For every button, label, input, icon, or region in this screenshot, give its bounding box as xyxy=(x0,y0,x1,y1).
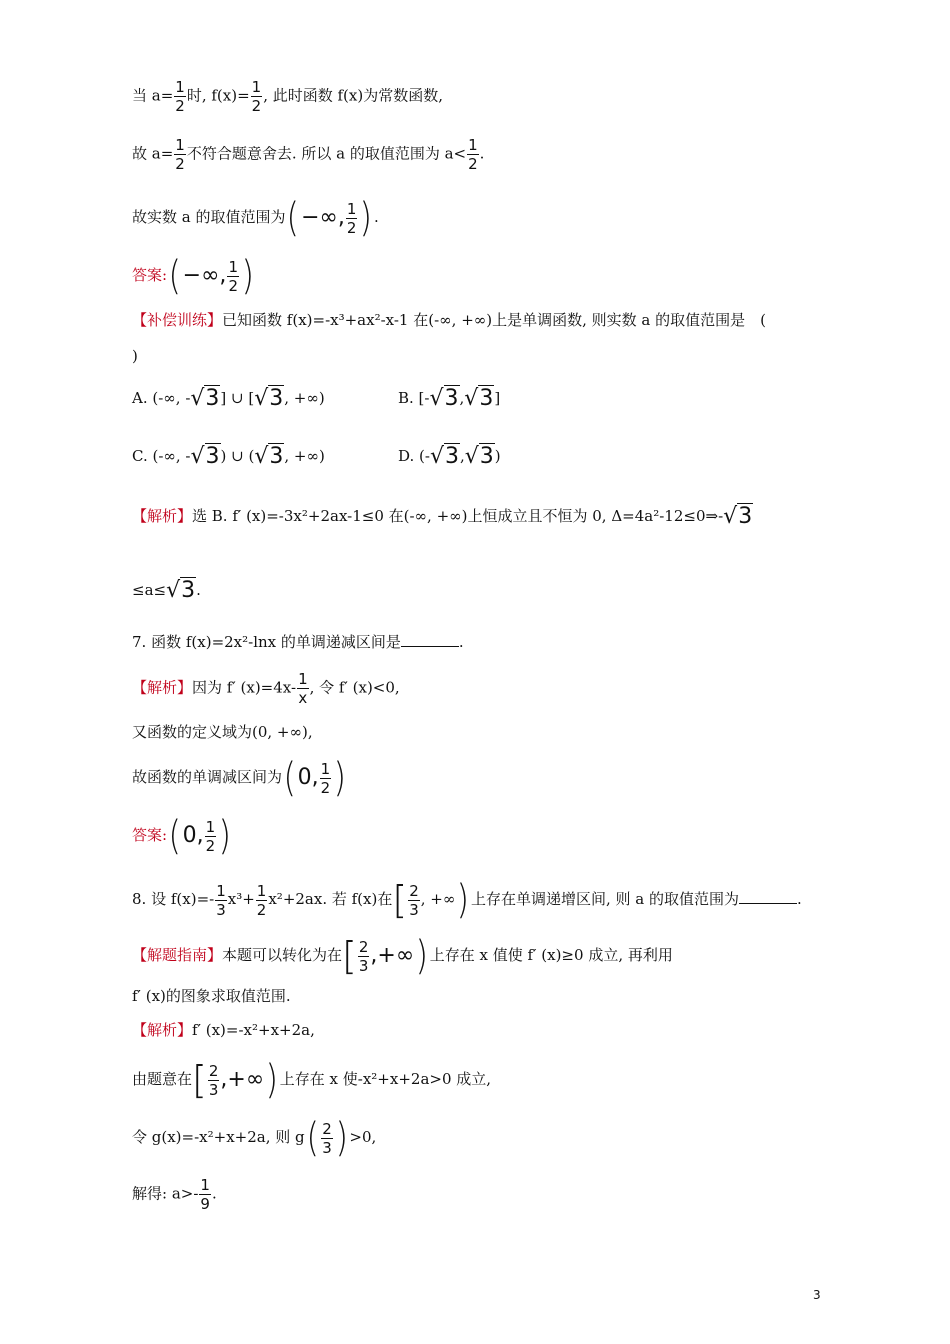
option-b: B. [-√3,√3] xyxy=(398,385,501,411)
left-paren: ( xyxy=(168,253,182,299)
fraction-half: $\frac{1}{2}$ xyxy=(256,881,267,919)
left-bracket: [ xyxy=(342,934,357,978)
sqrt-3: √3 xyxy=(254,385,284,411)
option-d: D. (-√3,√3) xyxy=(398,443,501,469)
sqrt-3: √3 xyxy=(190,443,220,469)
q7-solution-line-3: 故函数的单调减区间为(0, $\frac{1}{2}$ ) xyxy=(132,755,347,801)
sqrt-3: √3 xyxy=(723,503,753,529)
text-line-1: 当 a= $\frac{1}{2}$ 时, f(x)= $\frac{1}{2}$ , 此时函数 f(x)为常数函数, xyxy=(132,78,443,115)
left-paren: ( xyxy=(283,755,297,801)
right-paren: ) xyxy=(265,1057,279,1103)
left-bracket: [ xyxy=(192,1058,207,1102)
fraction-half: $\frac{1}{2}$ xyxy=(175,136,185,173)
fraction-half: $\frac{1}{2}$ xyxy=(468,136,478,173)
fraction-ninth: $\frac{1}{9}$ xyxy=(200,1176,210,1213)
answer-blank xyxy=(739,889,797,904)
left-paren: ( xyxy=(287,195,300,241)
answer-line-2: 答案:(0, $\frac{1}{2}$ ) xyxy=(132,813,232,859)
sqrt-3: √3 xyxy=(429,385,459,411)
page-number: 3 xyxy=(813,1288,821,1302)
solution-label: 【解析】 xyxy=(132,507,193,525)
sqrt-3: √3 xyxy=(166,577,196,603)
fraction-two-thirds: $\frac{2}{3}$ xyxy=(358,937,369,975)
right-paren: ) xyxy=(456,877,470,923)
supp-solution-line-2: ≤a≤√3. xyxy=(132,577,201,603)
q8-solution-line-1: 【解析】f′ (x)=-x²+x+2a, xyxy=(132,1021,315,1039)
question-7: 7. 函数 f(x)=2x²-lnx 的单调递减区间是 . xyxy=(132,633,464,651)
guide-line-2: f′ (x)的图象求取值范围. xyxy=(132,987,291,1005)
guide-line-1: 【解题指南】本题可以转化为在[ $\frac{2}{3}$ ,+∞) 上存在 x 值使 f′ (x)≥0 成立, 再利用 xyxy=(132,933,673,979)
fraction-1-over-x: $\frac{1}{x}$ xyxy=(298,670,308,707)
text-line-2: 故 a= $\frac{1}{2}$ 不符合题意舍去. 所以 a 的取值范围为 a< $\frac{1}{2}$ . xyxy=(132,136,485,173)
fraction-two-thirds: $\frac{2}{3}$ xyxy=(409,881,419,919)
sqrt-3: √3 xyxy=(464,443,494,469)
q8-solution-line-4: 解得: a>- $\frac{1}{9}$ . xyxy=(132,1176,217,1213)
answer-line-1: 答案:(−∞, $\frac{1}{2}$ ) xyxy=(132,253,255,299)
right-paren: ) xyxy=(415,933,429,979)
option-c: C. (-∞, -√3) ∪ (√3, +∞) xyxy=(132,443,325,469)
left-bracket: [ xyxy=(392,878,408,922)
left-paren: ( xyxy=(306,1115,319,1161)
fraction-two-thirds: $\frac{2}{3}$ xyxy=(322,1119,332,1157)
right-paren: ) xyxy=(335,1115,348,1161)
sqrt-3: √3 xyxy=(254,443,284,469)
fraction-half: $\frac{1}{2}$ xyxy=(205,817,216,855)
left-paren: ( xyxy=(168,813,182,859)
q7-solution-line-2: 又函数的定义域为(0, +∞), xyxy=(132,723,313,741)
right-paren: ) xyxy=(333,755,347,801)
guide-label: 【解题指南】 xyxy=(132,946,223,964)
q7-solution-line-1: 【解析】因为 f′ (x)=4x- $\frac{1}{x}$ , 令 f′ (x)<0, xyxy=(132,670,400,707)
supp-label: 【补偿训练】 xyxy=(132,311,223,329)
fraction-third: $\frac{1}{3}$ xyxy=(216,881,226,919)
supplementary-question-close: ) xyxy=(132,347,138,365)
solution-label: 【解析】 xyxy=(132,1021,193,1039)
question-8: 8. 设 f(x)=- $\frac{1}{3}$ x³+ $\frac{1}{2}$ x²+2ax. 若 f(x)在[ $\frac{2}{3}$ , +∞) 上存在单调递增区间, 则 a 的取值范围为 . xyxy=(132,877,802,923)
right-paren: ) xyxy=(218,813,232,859)
text-line-3: 故实数 a 的取值范围为(−∞, $\frac{1}{2}$ ) . xyxy=(132,195,379,241)
solution-label: 【解析】 xyxy=(132,678,193,697)
answer-label: 答案: xyxy=(132,826,168,844)
answer-blank xyxy=(401,632,459,647)
fraction-half: $\frac{1}{2}$ xyxy=(175,78,185,115)
fraction-half: $\frac{1}{2}$ xyxy=(251,78,262,115)
fraction-half: $\frac{1}{2}$ xyxy=(346,199,357,237)
answer-label: 答案: xyxy=(132,266,168,284)
sqrt-3: √3 xyxy=(190,385,220,411)
fraction-half: $\frac{1}{2}$ xyxy=(228,257,238,295)
q8-solution-line-2: 由题意在[ $\frac{2}{3}$ ,+∞) 上存在 x 使-x²+x+2a>0 成立, xyxy=(132,1057,492,1103)
fraction-two-thirds: $\frac{2}{3}$ xyxy=(208,1061,219,1099)
right-paren: ) xyxy=(241,253,255,299)
sqrt-3: √3 xyxy=(429,443,459,469)
sqrt-3: √3 xyxy=(464,385,494,411)
supp-solution-line-1: 【解析】选 B. f′ (x)=-3x²+2ax-1≤0 在(-∞, +∞)上恒成立且不恒为 0, Δ=4a²-12≤0⇒-√3 xyxy=(132,503,753,529)
supplementary-question: 【补偿训练】已知函数 f(x)=-x³+ax²-x-1 在(-∞, +∞)上是单调函数, 则实数 a 的取值范围是 ( xyxy=(132,311,766,329)
fraction-half: $\frac{1}{2}$ xyxy=(320,759,331,797)
q8-solution-line-3: 令 g(x)=-x²+x+2a, 则 g( $\frac{2}{3}$ ) >0, xyxy=(132,1115,377,1161)
option-a: A. (-∞, -√3] ∪ [√3, +∞) xyxy=(132,385,325,411)
right-paren: ) xyxy=(359,195,373,241)
